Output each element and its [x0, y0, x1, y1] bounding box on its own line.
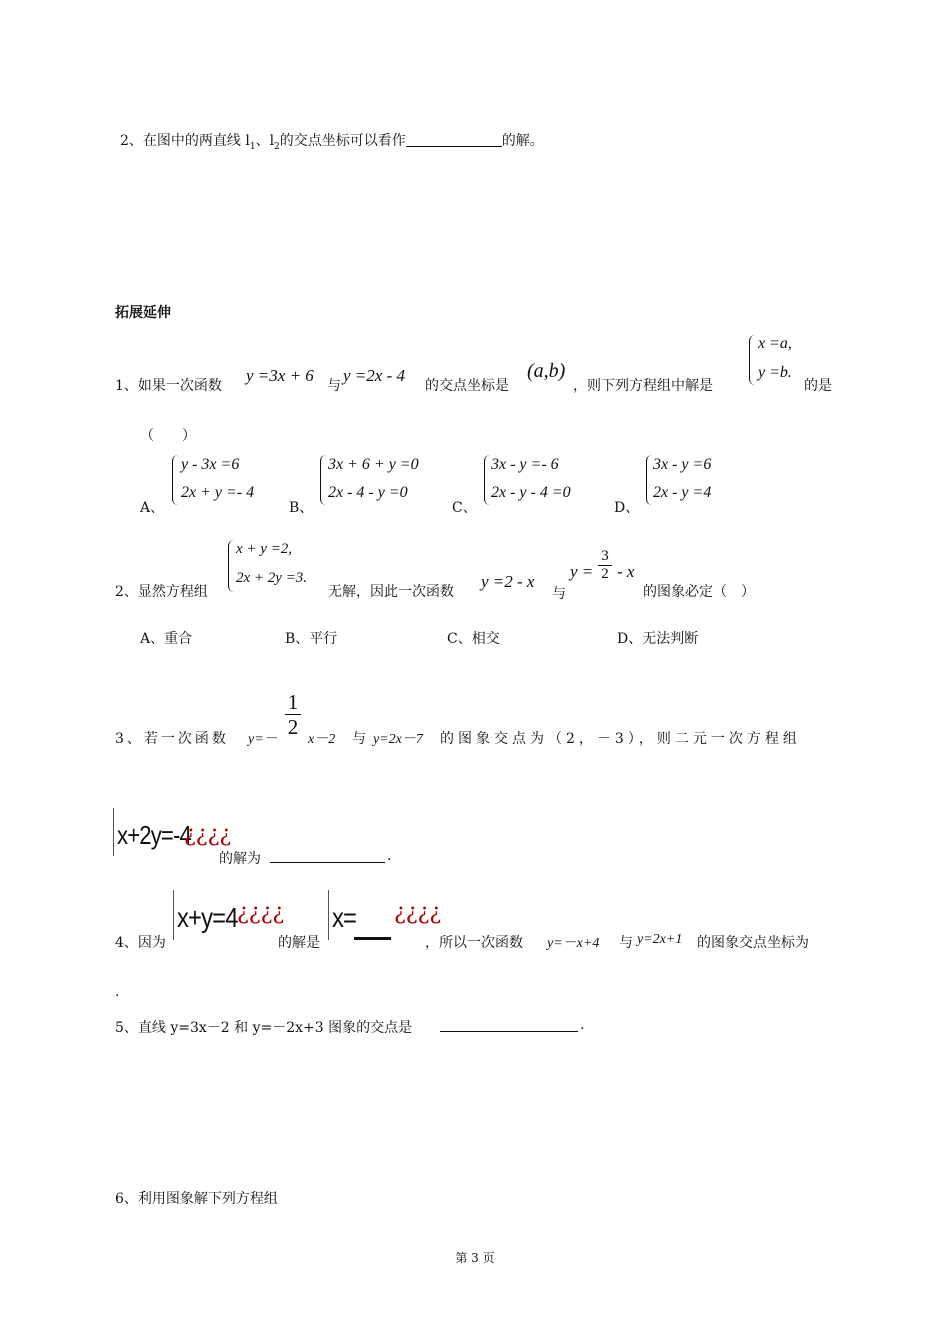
q4-eq1: y=－x+4: [547, 936, 600, 951]
q3-fraction: [285, 690, 301, 739]
q3-answer-text: 的解为: [219, 851, 261, 867]
q2-conj: 与: [552, 586, 566, 602]
q2-option-d[interactable]: D、无法判断: [617, 631, 699, 647]
q-top2-after: 的交点坐标可以看作: [279, 133, 406, 149]
q2-sys-row2: 2x + 2y =3.: [236, 570, 308, 586]
option-row1: 3x - y =- 6: [491, 456, 559, 473]
q4-sys-bracket: [173, 890, 174, 940]
q3-answer-blank[interactable]: [270, 846, 385, 865]
q2-eq2-rhs: - x: [617, 562, 635, 581]
q5-text: 5、直线 y=3x－2 和 y=－2x+3 图象的交点是: [115, 1020, 413, 1036]
option-brace: [320, 455, 326, 505]
option-label: A、: [140, 500, 165, 516]
q2-eq1: y =2 - x: [481, 572, 535, 591]
question-top-2: [120, 130, 544, 152]
option-row2: 2x + y =- 4: [181, 484, 255, 501]
q4-sol-bracket: [328, 890, 329, 940]
q3-eq1-lhs: y=－: [248, 732, 278, 747]
q4-text2: ，所以一次函数: [425, 935, 523, 951]
q4-sol-text: x=: [332, 902, 357, 933]
section-title: 拓展延伸: [115, 305, 171, 321]
q2-eq2-lhs: y =: [570, 562, 594, 581]
option-label: D、: [614, 500, 640, 516]
q3-sys-bracket: [113, 808, 114, 856]
q1-eq1: y =3x + 6: [246, 366, 314, 385]
q5-end: .: [580, 1017, 585, 1033]
option-brace: [172, 455, 178, 505]
q4-conj: 与: [619, 935, 633, 951]
q1-text3: ，则下列方程组中解是: [573, 378, 713, 394]
q-top2-suffix: 的解。: [501, 133, 544, 149]
option-row2: 2x - 4 - y =0: [328, 484, 408, 501]
q4-end: .: [115, 984, 120, 1000]
q5-answer-blank[interactable]: [440, 1015, 578, 1034]
q-top2-sub2: 2: [274, 141, 280, 152]
fraction-denominator: 2: [601, 566, 609, 582]
q2-option-b[interactable]: B、平行: [285, 631, 338, 647]
q1-sys-row2: y =b.: [758, 364, 792, 381]
q1-number-text: 1、如果一次函数: [115, 378, 222, 394]
q2-option-c[interactable]: C、相交: [447, 631, 500, 647]
option-row2: 2x - y =4: [653, 484, 712, 501]
option-row2: 2x - y - 4 =0: [491, 484, 571, 501]
option-row1: 3x + 6 + y =0: [328, 456, 419, 473]
option-label: C、: [452, 500, 477, 516]
q2-sys-row1: x + y =2,: [236, 541, 293, 557]
q4-sol-garble: ¿¿¿¿: [394, 900, 442, 925]
q2-number-text: 2、显然方程组: [115, 584, 208, 600]
option-row1: y - 3x =6: [181, 456, 240, 473]
q4-sys-garble: ¿¿¿¿: [237, 900, 285, 925]
q4-eq2: y=2x+1: [637, 932, 683, 947]
q3-text2: 的图象交点为（2，－3），则二元一次方程组: [440, 731, 801, 747]
option-brace: [646, 455, 652, 505]
q2-sys-brace: [228, 540, 234, 592]
q3-sys-text: x+2y=-4: [117, 820, 191, 850]
fraction-numerator: 3: [601, 548, 609, 564]
q-top2-prefix: 2、在图中的两直线 l: [120, 133, 250, 149]
q-top2-sub1: 1: [249, 141, 256, 152]
q1-sys-row1: x =a,: [758, 335, 792, 352]
q4-number-text: 4、因为: [115, 935, 166, 951]
page-number: 第 3 页: [455, 1251, 495, 1265]
q3-eq2: y=2x－7: [373, 732, 423, 747]
q4-sol-blank[interactable]: [354, 937, 391, 940]
q2-fraction: [598, 548, 612, 583]
q1-text4: 的是: [804, 378, 832, 394]
q2-text3[interactable]: 的图象必定（ ）: [643, 584, 755, 600]
q1-conj: 与: [327, 378, 341, 394]
q3-end: .: [387, 848, 392, 864]
q2-option-a[interactable]: A、重合: [140, 631, 193, 647]
q1-text2: 的交点坐标是: [425, 378, 509, 394]
q2-text2: 无解，因此一次函数: [328, 584, 454, 600]
q3-number-text: 3、若一次函数: [115, 731, 229, 747]
q4-text3: 的图象交点坐标为: [697, 935, 809, 951]
q1-eq2: y =2x - 4: [343, 366, 405, 385]
option-row1: 3x - y =6: [653, 456, 712, 473]
q3-conj: 与: [352, 731, 366, 747]
q3-eq1-rhs: x－2: [308, 732, 336, 747]
q4-mid-text: 的解是: [278, 935, 320, 951]
q1-sys-brace: [749, 335, 755, 385]
q-top2-mid: 、l: [255, 133, 275, 149]
q3-sys-garble: ¿¿¿¿: [184, 822, 232, 847]
q4-sys-text: x+y=4: [177, 902, 238, 933]
fraction-numerator: 1: [287, 690, 299, 714]
fraction-denominator: 2: [287, 715, 299, 739]
q1-answer-paren[interactable]: （ ）: [140, 428, 196, 444]
option-label: B、: [289, 500, 314, 516]
question-6: 6、利用图象解下列方程组: [115, 1191, 278, 1207]
q1-point: (a,b): [527, 360, 566, 382]
option-brace: [484, 455, 490, 505]
answer-blank[interactable]: [406, 132, 502, 147]
